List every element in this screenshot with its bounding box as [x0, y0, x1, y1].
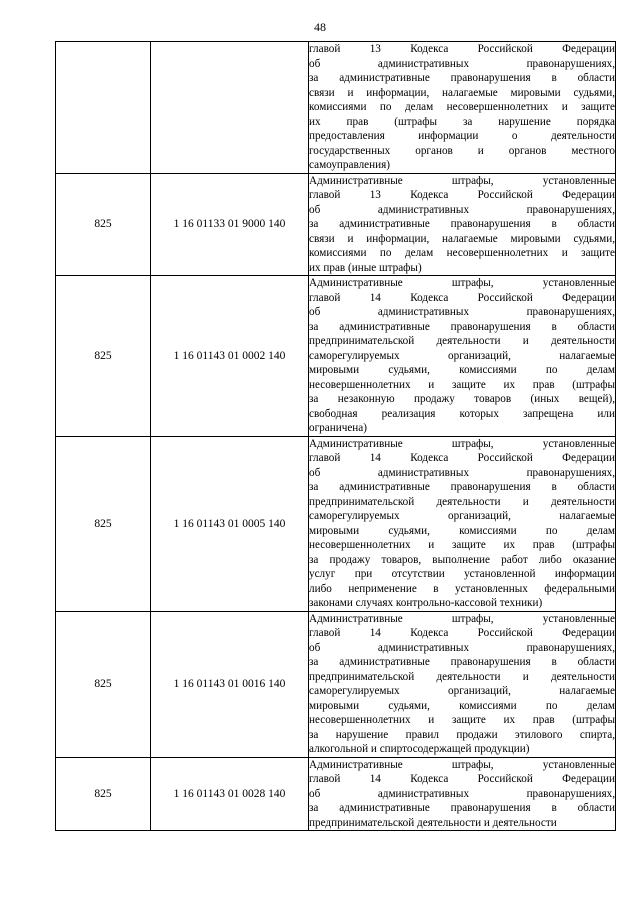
description-line: связи и информации, налагаемые мировыми судьями, — [309, 86, 615, 99]
description-line: за административные правонарушения в области — [309, 481, 615, 493]
description-line: государственных органов и органов местного — [309, 144, 615, 157]
budget-code-cell — [151, 42, 309, 174]
admin-code-cell: 825 — [56, 173, 151, 276]
description-line: Административные штрафы, установленные — [309, 174, 615, 187]
description-line: комиссиями по делам несовершеннолетних и защите — [309, 101, 615, 113]
description-line: Административные штрафы, установленные — [309, 277, 615, 289]
description-line: об административных правонарушениях, — [309, 787, 615, 800]
description-line: главой 13 Кодекса Российской Федерации — [309, 189, 615, 201]
description-cell — [309, 276, 616, 437]
description-line: за административные правонарушения в области — [309, 72, 615, 84]
description-line: либо неприменение в установленных федеральными — [309, 582, 615, 595]
description-line: за административные правонарушения в области — [309, 320, 615, 333]
table-row — [56, 42, 616, 174]
description-line: их прав (штрафы за нарушение порядка — [309, 115, 615, 128]
description-line: ограничена) — [309, 422, 367, 434]
admin-code-cell: 825 — [56, 757, 151, 831]
description-line: саморегулируемых организаций, налагаемые — [309, 510, 615, 522]
description-line: мировыми судьями, комиссиями по делам — [309, 524, 615, 537]
description-line: за продажу товаров, выполнение работ либо оказание — [309, 553, 615, 566]
description-line: за административные правонарушения в области — [309, 218, 615, 230]
budget-codes-table — [55, 41, 616, 831]
description-line: их прав (иные штрафы) — [309, 261, 422, 274]
description-cell — [309, 757, 616, 831]
description-line: свободная реализация которых запрещена или — [309, 407, 615, 420]
table-row — [56, 757, 616, 831]
description-line: связи и информации, налагаемые мировыми судьями, — [309, 232, 615, 245]
table-row — [56, 611, 616, 757]
admin-code-cell — [56, 42, 151, 174]
description-line: главой 13 Кодекса Российской Федерации — [309, 43, 615, 55]
table-row — [56, 436, 616, 611]
admin-code-cell: 825 — [56, 436, 151, 611]
description-line: главой 14 Кодекса Российской Федерации — [309, 291, 615, 304]
description-line: за административные правонарушения в области — [309, 656, 615, 668]
admin-code-cell: 825 — [56, 611, 151, 757]
description-line: комиссиями по делам несовершеннолетних и защите — [309, 247, 615, 259]
description-line: Административные штрафы, установленные — [309, 437, 615, 450]
table-row — [56, 276, 616, 437]
budget-code-cell: 1 16 01143 01 0028 140 — [151, 757, 309, 831]
description-line: самоуправления) — [309, 159, 390, 171]
description-line: главой 14 Кодекса Российской Федерации — [309, 452, 615, 464]
description-line: саморегулируемых организаций, налагаемые — [309, 685, 615, 697]
description-line: за незаконную продажу товаров (иных вещей), — [309, 393, 615, 405]
description-line: предпринимательской деятельности и деятельности — [309, 495, 615, 508]
description-line: законами случаях контрольно-кассовой техники) — [309, 597, 543, 609]
description-line: мировыми судьями, комиссиями по делам — [309, 364, 615, 376]
description-line: об административных правонарушениях, — [309, 203, 615, 216]
budget-code-cell: 1 16 01143 01 0002 140 — [151, 276, 309, 437]
description-line: об административных правонарушениях, — [309, 306, 615, 318]
description-line: предпринимательской деятельности и деятельности — [309, 670, 615, 683]
admin-code-cell: 825 — [56, 276, 151, 437]
description-line: мировыми судьями, комиссиями по делам — [309, 699, 615, 712]
description-line: Административные штрафы, установленные — [309, 758, 615, 771]
description-line: Административные штрафы, установленные — [309, 612, 615, 625]
description-line: об административных правонарушениях, — [309, 641, 615, 654]
description-line: предпринимательской деятельности и деятельности — [309, 335, 615, 347]
description-cell — [309, 173, 616, 276]
description-line: об административных правонарушениях, — [309, 57, 615, 70]
description-line: за нарушение правил продажи этилового спирта, — [309, 728, 615, 741]
description-cell — [309, 611, 616, 757]
description-line: главой 14 Кодекса Российской Федерации — [309, 773, 615, 785]
description-line: предпринимательской деятельности и деятельности — [309, 816, 557, 829]
table-body — [56, 42, 616, 831]
description-line: саморегулируемых организаций, налагаемые — [309, 349, 615, 362]
budget-code-cell: 1 16 01133 01 9000 140 — [151, 173, 309, 276]
table-row — [56, 173, 616, 276]
description-line: об административных правонарушениях, — [309, 466, 615, 479]
description-line: услуг при отсутствии установленной информации — [309, 568, 615, 580]
description-line: предоставления информации о деятельности — [309, 130, 615, 142]
description-line: несовершеннолетних и защите их прав (штрафы — [309, 378, 615, 391]
description-cell — [309, 42, 616, 174]
description-line: несовершеннолетних и защите их прав (штрафы — [309, 539, 615, 551]
description-line: несовершеннолетних и защите их прав (штрафы — [309, 714, 615, 726]
budget-code-cell: 1 16 01143 01 0016 140 — [151, 611, 309, 757]
budget-code-cell: 1 16 01143 01 0005 140 — [151, 436, 309, 611]
description-line: за административные правонарушения в области — [309, 802, 615, 814]
description-cell — [309, 436, 616, 611]
page-number: 48 — [314, 20, 326, 34]
description-line: алкогольной и спиртосодержащей продукции) — [309, 743, 530, 755]
description-line: главой 14 Кодекса Российской Федерации — [309, 627, 615, 639]
